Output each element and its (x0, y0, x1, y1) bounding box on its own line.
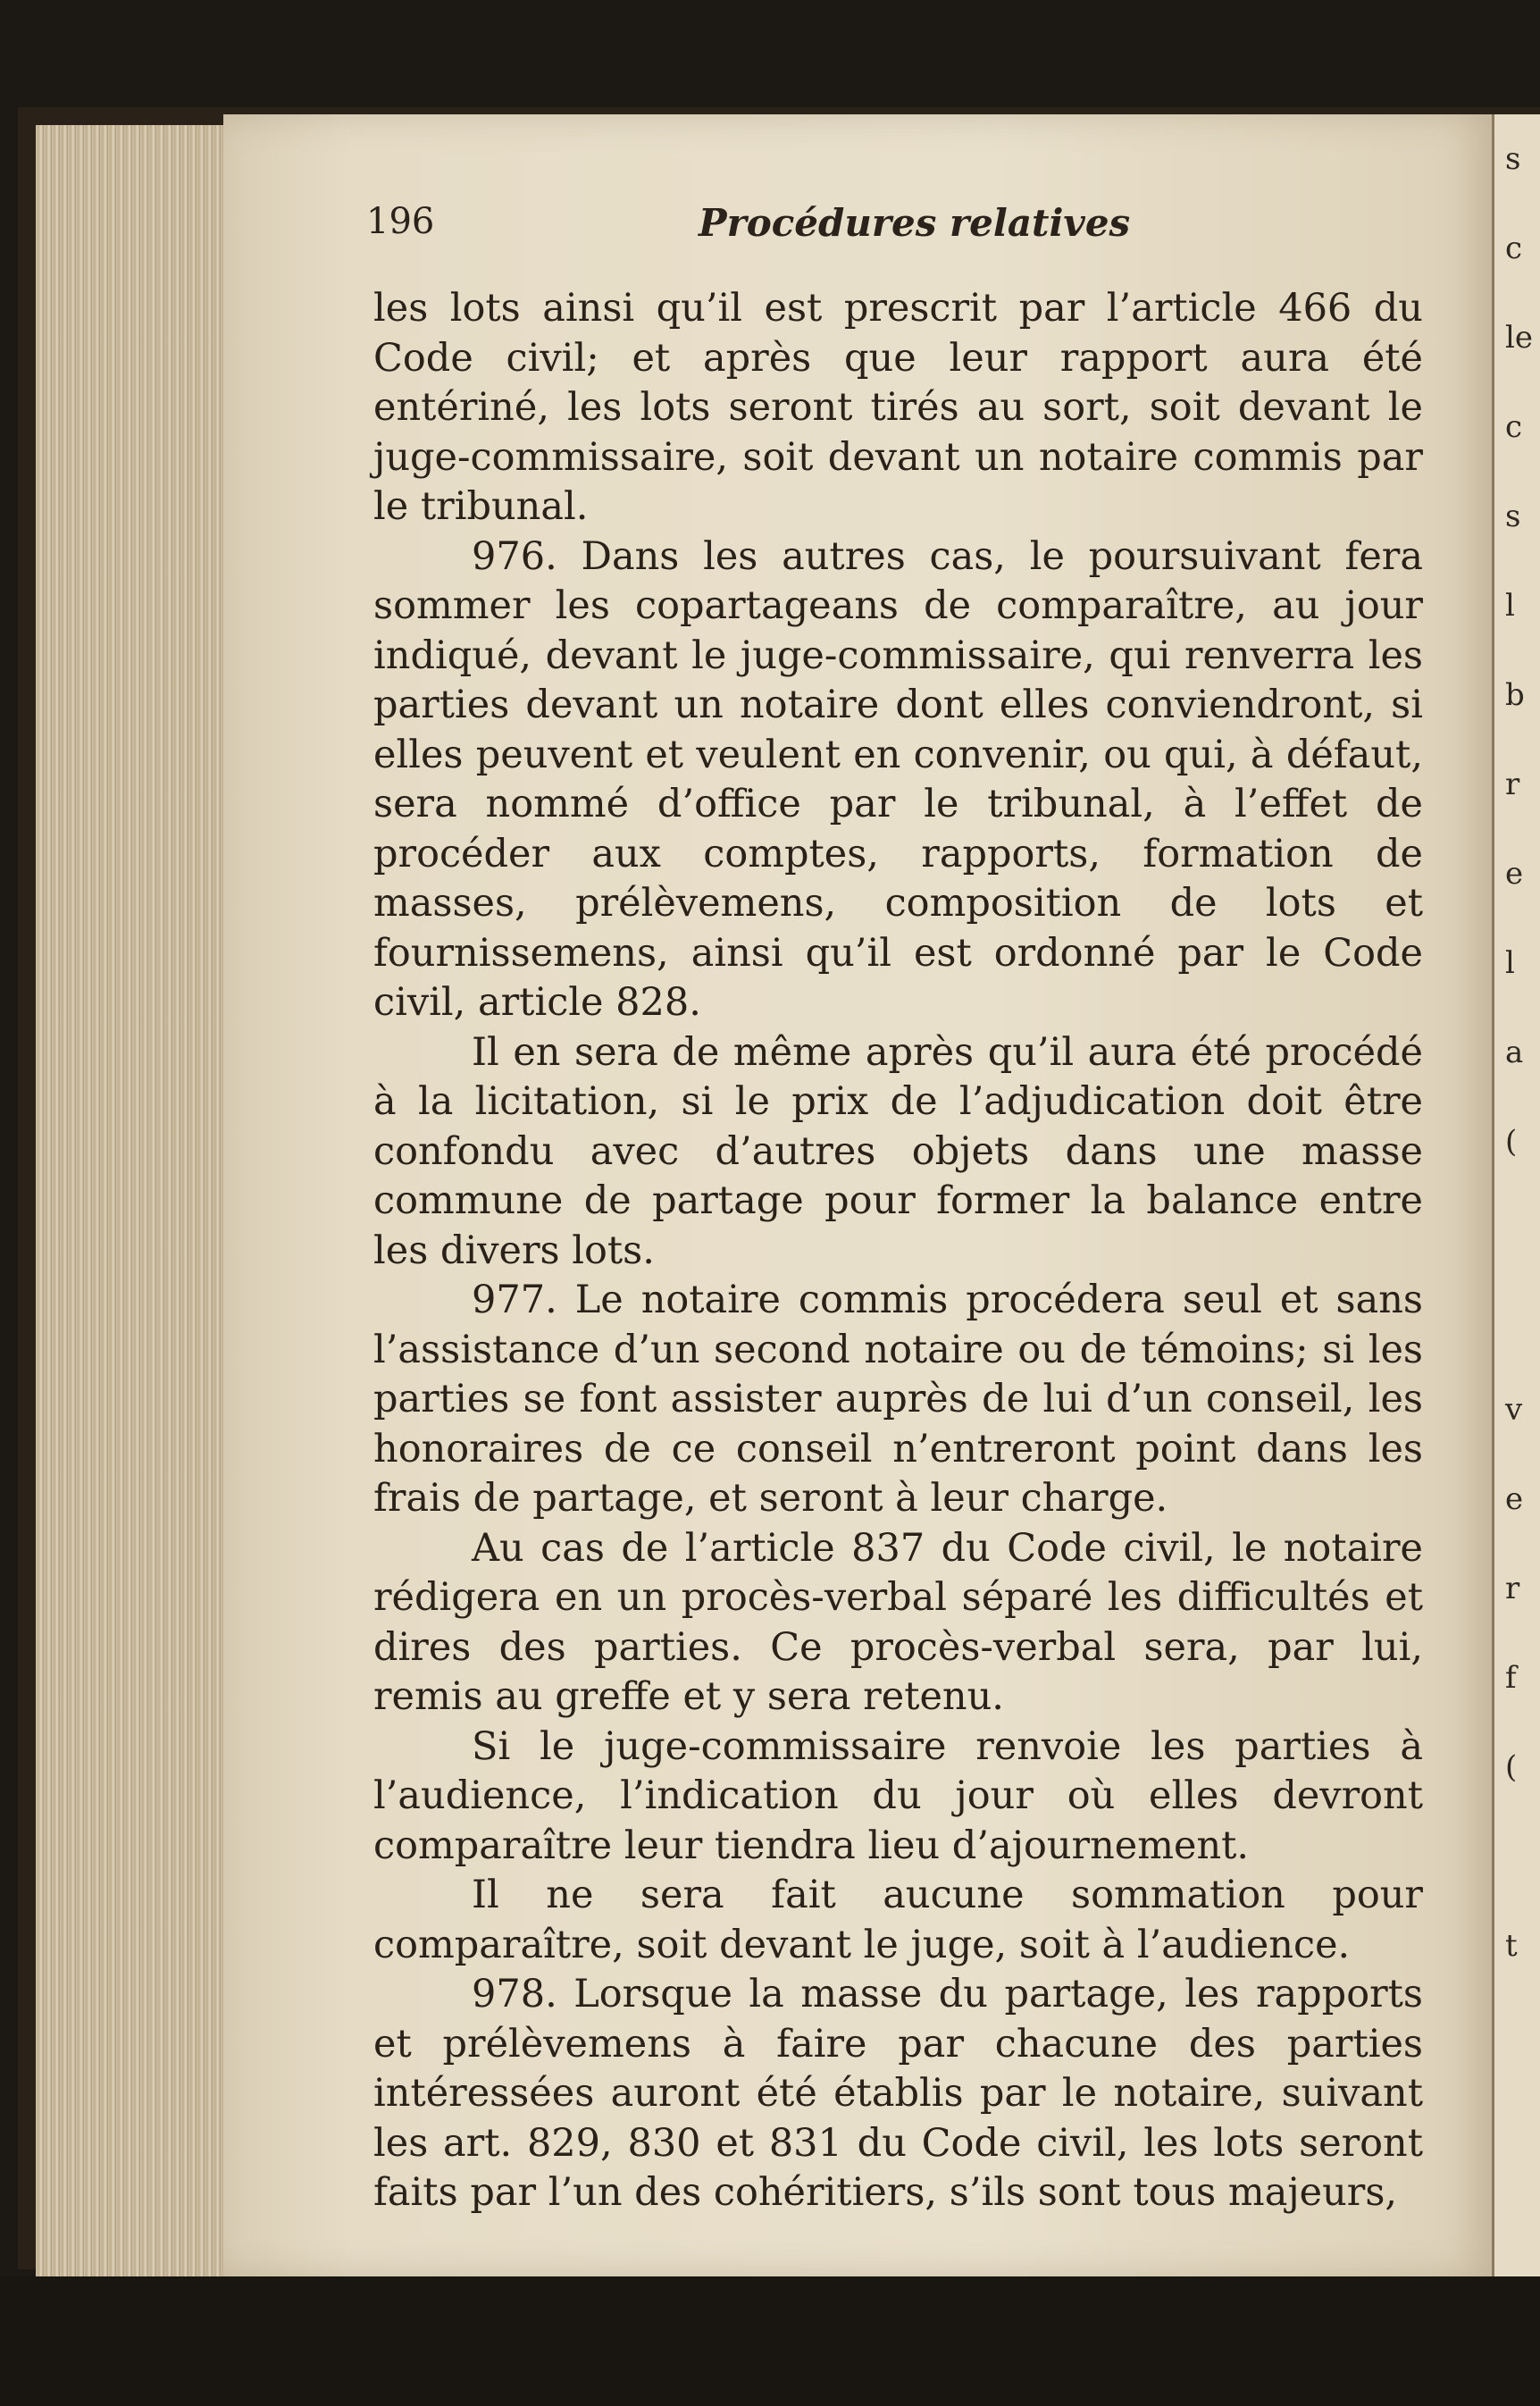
facing-fragment: c (1505, 231, 1523, 266)
running-header (366, 201, 1483, 255)
facing-fragment: e (1505, 1481, 1524, 1517)
paragraph-article-977: 977. Le notaire commis procédera seul et sans l’assistance d’un second notaire ou de témoins; si les parties se font assister auprès de lui d’un conseil, les honoraires de ce conseil n’entreront point dans les frais de partage, et seront à leur charge. (373, 1278, 1423, 1521)
facing-fragment (1505, 1276, 1540, 1365)
facing-fragment: r (1505, 1571, 1520, 1606)
facing-fragment: ( (1505, 1749, 1518, 1785)
facing-fragment: e (1505, 856, 1524, 892)
paragraph: Au cas de l’article 837 du Code civil, le notaire rédigera en un procès-verbal séparé les difficultés et dires des parties. Ce procès-verbal sera, par lui, remis au greffe et y sera retenu. (373, 1525, 1423, 1719)
facing-page-edge (1492, 114, 1540, 2276)
running-title: Procédures relatives (699, 201, 1131, 245)
facing-fragment: s (1505, 499, 1521, 534)
facing-fragment: le (1505, 320, 1533, 356)
facing-fragment: b (1505, 677, 1525, 713)
paragraph: Il en sera de même après qu’il aura été procédé à la licitation, si le prix de l’adjudication doit être confondu avec d’autres objets dans une masse commune de partage pour former la balance entre les divers lots. (373, 1029, 1423, 1273)
body-text (373, 284, 1423, 2218)
facing-fragment: f (1505, 1660, 1517, 1696)
facing-fragment (1505, 1812, 1540, 1901)
paragraph-article-976: 976. Dans les autres cas, le poursuivant fera sommer les copartageans de comparaître, au jour indiqué, devant le juge-commissaire, qui renverra les parties devant un notaire dont elles conviendront, si elles peuvent et veulent en convenir, ou qui, à défaut, sera nommé d’office par le tribunal, à l’effet de procéder aux comptes, rapports, formation de masses, prélèvemens, composition de lots et fournissemens, ainsi qu’il est ordonné par le Code civil, article 828. (373, 533, 1423, 1025)
paragraph: Si le juge-commissaire renvoie les parties à l’audience, l’indication du jour où elles devront comparaître leur tiendra lieu d’ajournement. (373, 1723, 1423, 1868)
background-strip (0, 2276, 1540, 2406)
facing-fragment: v (1505, 1392, 1523, 1428)
facing-fragment: c (1505, 409, 1523, 445)
facing-fragment: r (1505, 767, 1520, 802)
facing-fragment: l (1505, 945, 1515, 981)
paragraph: les lots ainsi qu’il est prescrit par l’article 466 du Code civil; et après que leur rapport aura été entériné, les lots seront tirés au sort, soit devant le juge-commissaire, soit devant un notaire commis par le tribunal. (373, 286, 1423, 529)
facing-fragment: ( (1505, 1124, 1518, 1160)
page-number: 196 (366, 201, 435, 242)
facing-fragment: t (1505, 1928, 1518, 1964)
facing-fragment: a (1505, 1035, 1524, 1070)
paragraph-article-978: 978. Lorsque la masse du partage, les rapports et prélèvemens à faire par chacune des parties intéressées auront été établis par le notaire, suivant les art. 829, 830 et 831 du Code civil, les lots seront faits par l’un des cohéritiers, s’ils sont tous majeurs, (373, 1972, 1423, 2215)
facing-fragment (1505, 1186, 1540, 1276)
page-edges (36, 125, 232, 2287)
paragraph: Il ne sera fait aucune sommation pour comparaître, soit devant le juge, soit à l’audience. (373, 1873, 1423, 1967)
facing-fragment: s (1505, 141, 1521, 177)
facing-fragment: l (1505, 588, 1515, 624)
